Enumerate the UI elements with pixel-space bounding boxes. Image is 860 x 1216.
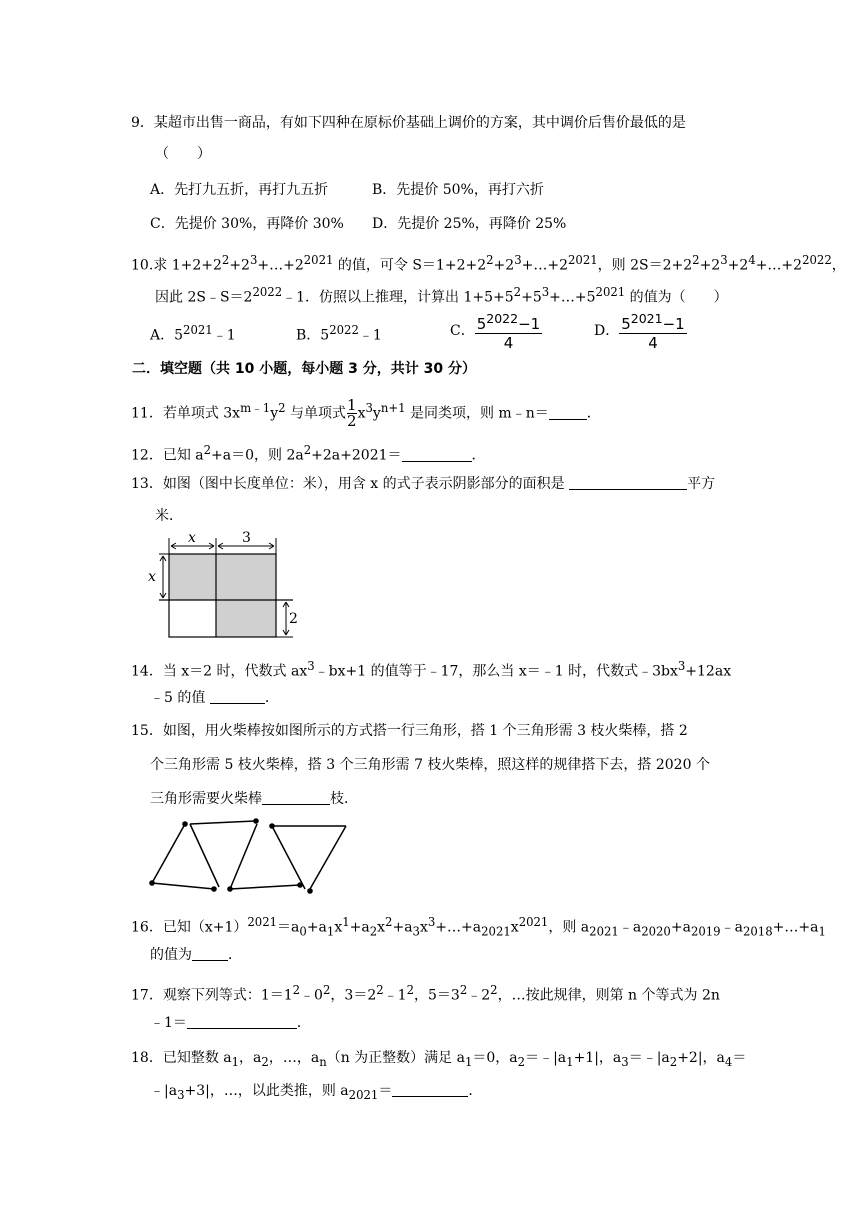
q10-option-d: D． $\frac{5^{2021}-1}{4}$ [594,311,685,352]
q9-option-b: B．先提价 50%，再打六折 [372,182,544,198]
q16-line1: 16．已知$(x+1)^{2021}=a_0+a_1x^1+a_2x^2+a_3x^3+\dots+a_{2021}x^{2021}$，则 $a_{2021}﹣a_{2020}+a_{2019}﹣a_{2018}+\dots+a_1$ [131,915,826,939]
q15-matchstick-figure [140,815,360,900]
q12-answer-blank[interactable] [402,447,472,462]
q13-label-x-top: x [188,530,196,546]
q13-area-figure [145,530,305,642]
q15-line2: 个三角形需 5 枝火柴棒，搭 3 个三角形需 7 枝火柴棒，照这样的规律搭下去，搭 2020 个 [150,757,710,773]
q11-fraction: $\frac{1}{2}$ [347,396,357,431]
q13-shaded-top-left [169,554,216,600]
q18-answer-blank[interactable] [392,1082,468,1097]
q17-answer-blank[interactable] [187,1014,297,1029]
q10-option-c-fraction: $\frac{5^{2022}-1}{4}$ [476,311,541,352]
q13-label-x-left: x [148,569,156,585]
q13-line1: 13．如图（图中长度单位：米），用含 x 的式子表示阴影部分的面积是 平方 [131,476,716,492]
section-title-fill-in: 二．填空题（共 10 小题，每小题 3 分，共计 30 分） [132,361,476,377]
q13-shaded-bottom-right [216,600,276,637]
q17-line1: 17．观察下列等式：$1=1^2﹣0^2$，$3=2^2﹣1^2$，$5=3^2﹣2^2$，…按此规律，则第 n 个等式为 2n [131,983,720,1004]
q13-label-2: 2 [289,611,298,627]
q11: 11．若单项式 $3x^{m﹣1}y^2$ 与单项式 $\frac{1}{2}$ $x^3y^{n+1}$ 是同类项，则 m﹣n＝ ． [131,396,601,431]
q10-option-a: A．$5^{2021}﹣1$ [150,323,236,344]
q13-shaded-top-right [216,554,276,600]
q9-option-d: D．先提价 25%，再降价 25% [372,216,567,232]
q16-line2: 的值为 ． [150,947,242,963]
q14-line1: 14．当 x＝2 时，代数式 $ax^3﹣bx+1$ 的值等于﹣17，那么当 x＝﹣1 时，代数式$﹣3bx^3+12ax$ [131,659,732,680]
q10-stem-line2: 因此 $2S﹣S=2^{2022}﹣1$．仿照以上推理，计算出 $1+5+5^2+5^3+\dots+5^{2021}$ 的值为（ ） [155,285,728,306]
q14-answer-blank[interactable] [210,689,265,704]
q9-option-c: C．先提价 30%，再降价 30% [150,216,344,232]
q13-label-3: 3 [242,530,251,546]
q10-stem-line1: 10.求 $1+2+2^2+2^3+\dots+2^{2021}$ 的值，可令 $S=1+2+2^2+2^3+\dots+2^{2021}$，则 $2S=2+2^2+2^3+2^4+\dots+2^{2022}$， [131,253,846,274]
q11-answer-blank[interactable] [549,405,587,420]
q16-answer-blank[interactable] [192,946,228,961]
q18-line2: $﹣|a_3+3|$，…，以此类推，则 $a_{2021}=$ ． [150,1083,483,1102]
q15-answer-blank[interactable] [262,790,330,805]
q15-line3: 三角形需要火柴棒 枝． [150,791,358,807]
q10-option-d-fraction: $\frac{5^{2021}-1}{4}$ [621,311,685,352]
q18-line1: 18．已知整数 $a_1$，$a_2$，…，$a_n(n$ 为正整数）满足 $a_1=0$，$a_2=﹣|a_1+1|$，$a_3=﹣|a_2+2|$，$a_4=$ [131,1050,747,1069]
q14-line2: ﹣5 的值 ． [150,690,279,706]
q9-stem-line1: 9．某超市出售一商品，有如下四种在原标价基础上调价的方案，其中调价后售价最低的是 [131,115,686,131]
q10-option-b: B．$5^{2022}﹣1$ [296,323,382,344]
q10-option-c: C． $\frac{5^{2022}-1}{4}$ [450,311,541,352]
q12: 12．已知 $a^2+a=0$，则 $2a^2+2a+2021=$ ． [131,443,486,464]
q15-line1: 15．如图，用火柴棒按如图所示的方式搭一行三角形，搭 1 个三角形需 3 枝火柴棒，搭 2 [131,723,688,739]
q13-line2: 米． [155,508,183,524]
q17-line2: ﹣1＝ ． [150,1015,311,1031]
q9-option-a: A．先打九五折，再打九五折 [150,182,329,198]
q9-stem-line2: （ ） [155,146,211,162]
q13-answer-blank[interactable] [569,475,687,490]
